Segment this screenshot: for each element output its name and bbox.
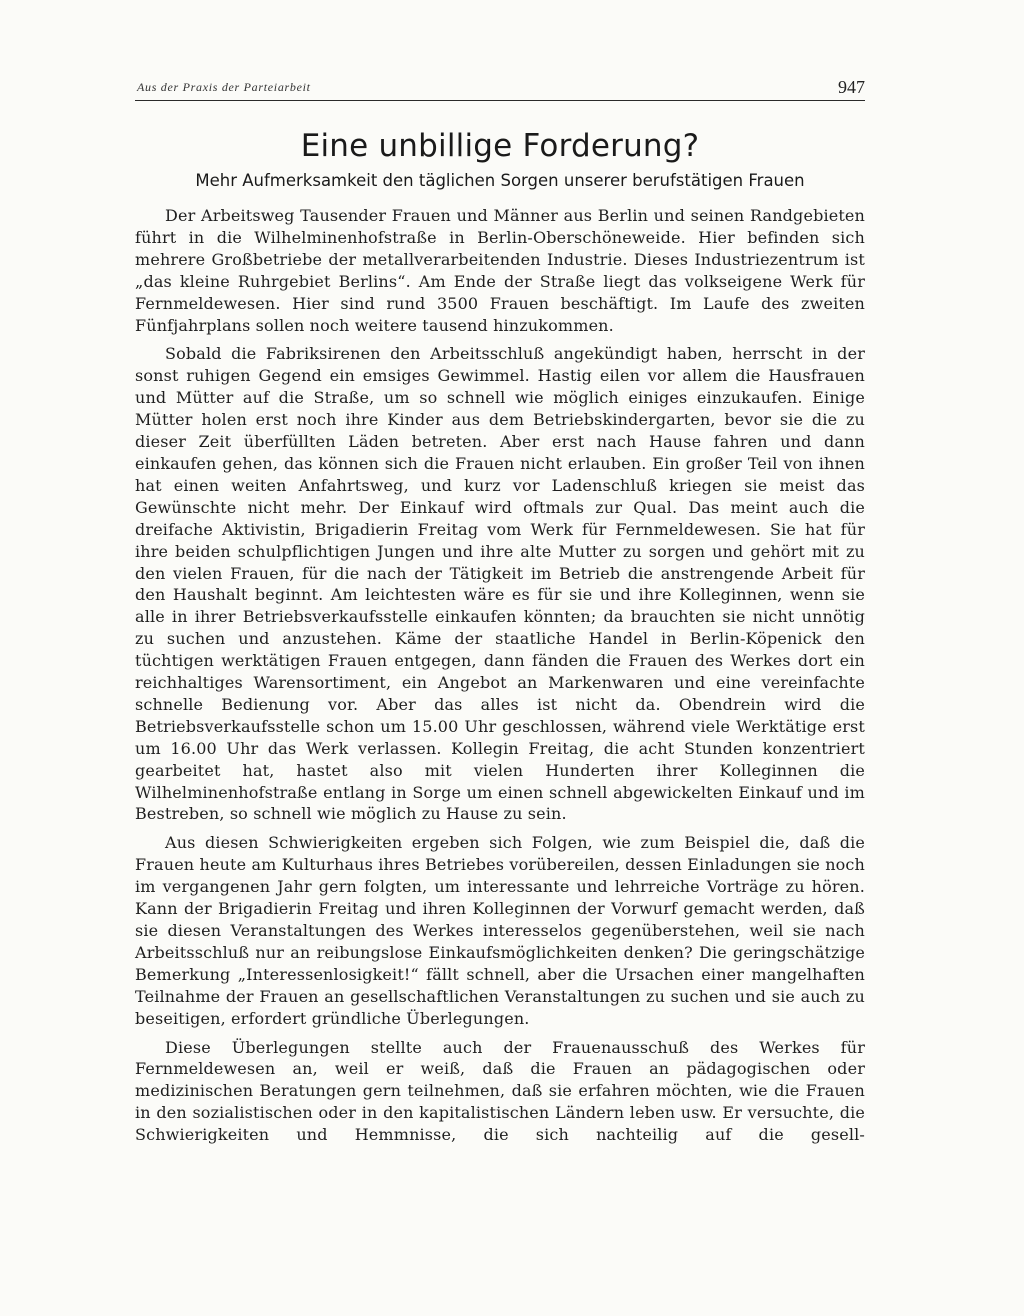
section-label: Aus der Praxis der Parteiarbeit <box>137 80 311 94</box>
running-header <box>135 77 865 101</box>
article-body <box>135 205 865 1153</box>
article-subtitle: Mehr Aufmerksamkeit den täglichen Sorgen unserer berufstätigen Frauen <box>195 171 805 190</box>
page-number: 947 <box>838 77 865 97</box>
paragraph-1: Der Arbeitsweg Tausender Frauen und Männer aus Berlin und seinen Randgebieten führt in die Wilhelminenhofstraße in Berlin-Oberschöneweide. Hier befinden sich mehrere Großbetriebe der metallverarbeitenden Industrie. Dieses Industriezentrum ist „das kleine Ruhrgebiet Berlins“. Am Ende der Straße liegt das volkseigene Werk für Fernmeldewesen. Hier sind rund 3500 Frauen beschäftigt. Im Laufe des zweiten Fünfjahrplans sollen noch weitere tausend hinzukommen. <box>135 206 865 335</box>
article-title: Eine unbillige Forderung? <box>300 128 700 164</box>
paragraph-2: Sobald die Fabriksirenen den Arbeitsschluß angekündigt haben, herrscht in der sonst ruhigen Gegend ein emsiges Gewimmel. Hastig eilen vor allem die Hausfrauen und Mütter auf die Straße, um so schnell wie möglich einiges einzukaufen. Einige Mütter holen erst noch ihre Kinder aus dem Betriebskindergarten, bevor sie die zu dieser Zeit überfüllten Läden betreten. Aber erst nach Hause fahren und dann einkaufen gehen, das können sich die Frauen nicht erlauben. Ein großer Teil von ihnen hat einen weiten Anfahrtsweg, und kurz vor Ladenschluß kriegen sie meist das Gewünschte nicht mehr. Der Einkauf wird oftmals zur Qual. Das meint auch die dreifache Aktivistin, Brigadierin Freitag vom Werk für Fernmeldewesen. Sie hat für ihre beiden schulpflichtigen Jungen und ihre alte Mutter zu sorgen und gehört mit zu den vielen Frauen, für die nach der Tätigkeit im Betrieb die anstrengende Arbeit für den Haushalt beginnt. Am leichtesten wäre es für sie und ihre Kolleginnen, wenn sie alle in ihrer Betriebsverkaufsstelle einkaufen könnten; da brauchten sie nicht unnötig zu suchen und anzustehen. Käme der staatliche Handel in Berlin-Köpenick den tüchtigen werktätigen Frauen entgegen, dann fänden die Frauen des Werkes dort ein reichhaltiges Warensortiment, ein Angebot an Markenwaren und eine vereinfachte schnelle Bedienung vor. Aber das alles ist nicht da. Obendrein wird die Betriebsverkaufsstelle schon um 15.00 Uhr geschlossen, während viele Werktätige erst um 16.00 Uhr das Werk verlassen. Kollegin Freitag, die acht Stunden konzentriert gearbeitet hat, hastet also mit vielen Hunderten ihrer Kolleginnen die Wilhelminenhofstraße entlang in Sorge um einen schnell abgewickelten Einkauf und im Bestreben, so schnell wie möglich zu Hause zu sein. <box>135 344 865 824</box>
paragraph-4: Diese Überlegungen stellte auch der Frauenausschuß des Werkes für Fernmeldewesen an, weil er weiß, daß die Frauen an pädagogischen oder medizinischen Beratungen gern teilnehmen, daß sie erfahren möchten, wie die Frauen in den sozialistischen oder in den kapitalistischen Ländern leben usw. Er versuchte, die Schwierigkeiten und Hemmnisse, die sich nachteilig auf die gesell- <box>135 1037 865 1145</box>
paragraph-3: Aus diesen Schwierigkeiten ergeben sich Folgen, wie zum Beispiel die, daß die Frauen heute am Kulturhaus ihres Betriebes vorübereilen, dessen Einladungen sie noch im vergangenen Jahr gern folgten, um interessante und lehrreiche Vorträge zu hören. Kann der Brigadierin Freitag und ihren Kolleginnen der Vorwurf gemacht werden, daß sie diesen Veranstaltungen des Werkes interesselos gegenüberstehen, weil sie nach Arbeitsschluß nur an reibungslose Einkaufsmöglichkeiten denken? Die geringschätzige Bemerkung „Interessenlosigkeit!“ fällt schnell, aber die Ursachen einer mangelhaften Teilnahme der Frauen an gesellschaftlichen Veranstaltungen zu suchen und sie auch zu beseitigen, erfordert gründliche Überlegungen. <box>135 833 865 1028</box>
